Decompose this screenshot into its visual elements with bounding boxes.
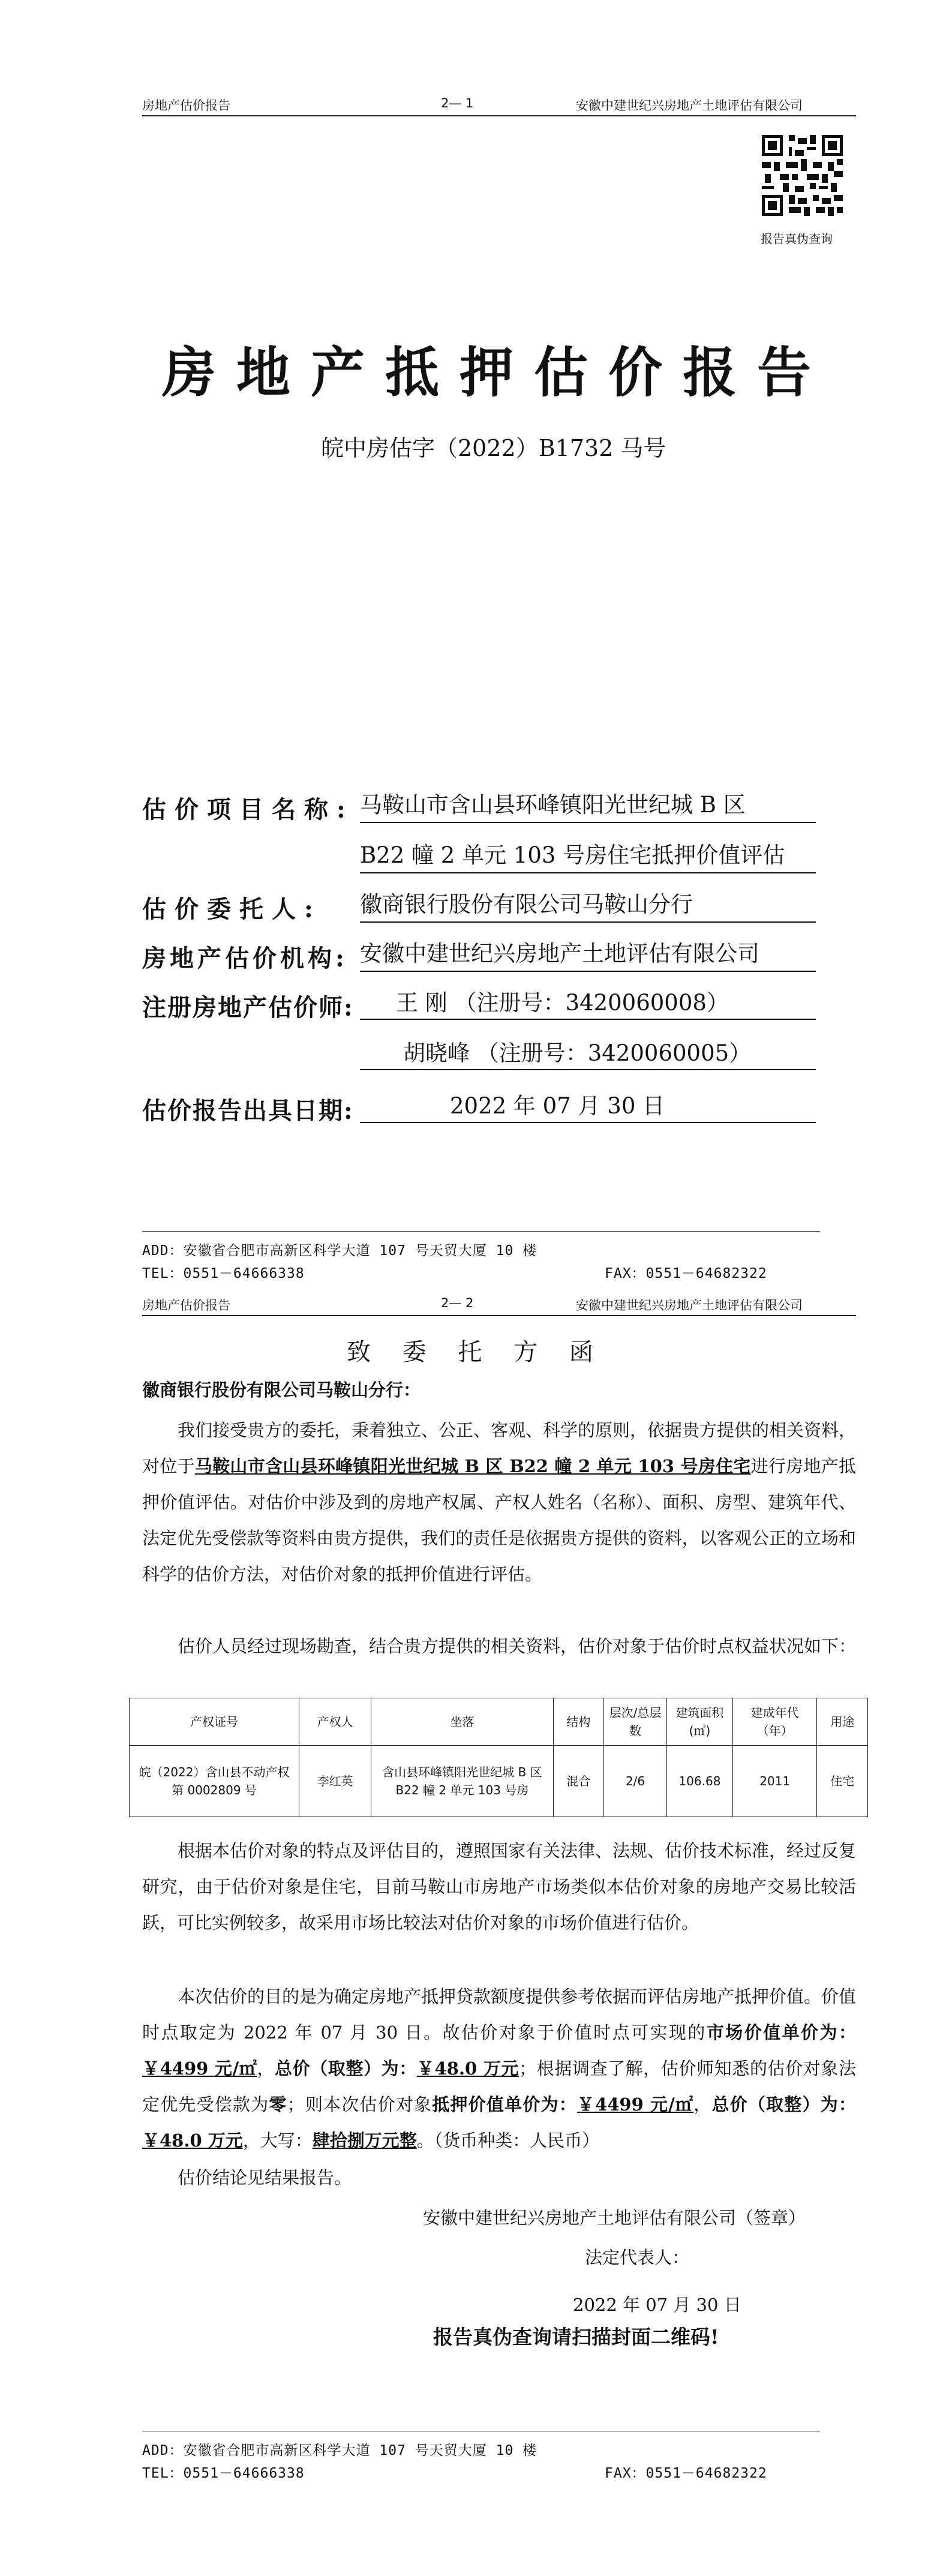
table-header-cell: 产权证号 bbox=[130, 1698, 299, 1746]
appraiser-1: 王 刚 （注册号：3420060008） bbox=[360, 987, 816, 1020]
market-total-price: ￥48.0 万元 bbox=[416, 2058, 519, 2079]
header-rule bbox=[142, 115, 856, 116]
table-header-cell: 用途 bbox=[817, 1698, 868, 1746]
page-header-left: 房地产估价报告 bbox=[142, 98, 230, 113]
table-header-cell: 建筑面积(㎡) bbox=[666, 1698, 732, 1746]
qr-verify-notice: 报告真伪查询请扫描封面二维码! bbox=[433, 2325, 719, 2349]
report-title: 房地产抵押估价报告 bbox=[162, 341, 831, 404]
amount-in-words: 肆拾捌万元整 bbox=[312, 2130, 417, 2151]
project-name-value-line2: B22 幢 2 单元 103 号房住宅抵押价值评估 bbox=[360, 840, 816, 873]
paragraph-5: 估价结论见结果报告。 bbox=[178, 2167, 352, 2188]
page-header-left: 房地产估价报告 bbox=[142, 1298, 230, 1313]
issue-date-label: 估价报告出具日期: bbox=[142, 1097, 354, 1125]
table-cell: 住宅 bbox=[817, 1746, 868, 1817]
qr-caption: 报告真伪查询 bbox=[761, 232, 833, 246]
footer-fax: FAX：0551－64682322 bbox=[605, 2466, 767, 2481]
footer-address: ADD：安徽省合肥市高新区科学大道 107 号天贸大厦 10 楼 bbox=[142, 1243, 537, 1259]
mortgage-unit-price: ￥4499 元/㎡ bbox=[576, 2094, 694, 2115]
footer-tel: TEL：0551－64666338 bbox=[142, 1266, 305, 1281]
table-cell: 2011 bbox=[732, 1746, 817, 1817]
signing-company: 安徽中建世纪兴房地产土地评估有限公司（签章） bbox=[423, 2208, 806, 2228]
document-number: 皖中房估字（2022）B1732 马号 bbox=[321, 435, 666, 461]
letter-title: 致 委 托 方 函 bbox=[347, 1338, 605, 1366]
table-cell: 106.68 bbox=[666, 1746, 732, 1817]
market-unit-price: ￥4499 元/㎡ bbox=[142, 2058, 257, 2079]
issue-date-value: 2022 年 07 月 30 日 bbox=[360, 1091, 816, 1123]
paragraph-4: 本次估价的目的是为确定房地产抵押贷款额度提供参考依据而评估房地产抵押价值。价值时点取定为 2022 年 07 月 30 日。故估价对象于价值时点可实现的市场价值单价为：￥4499 元/㎡，总价（取整）为：￥48.0 万元；根据调查了解，估价师知悉的估价对象法定优先受偿款为零；则本次估价对象抵押价值单价为：￥4499 元/㎡，总价（取整）为：￥48.0 万元，大写：肆拾捌万元整。（货币种类：人民币） bbox=[142, 1986, 857, 2151]
paragraph-3: 根据本估价对象的特点及评估目的，遵照国家有关法律、法规、估价技术标准，经过反复研究，由于估价对象是住宅，目前马鞍山市房地产市场类似本估价对象的房地产交易比较活跃，可比实例较多，故采用市场比较法对估价对象的市场价值进行估价。 bbox=[142, 1841, 857, 1933]
legal-representative: 法定代表人： bbox=[585, 2247, 690, 2268]
header-rule bbox=[142, 1315, 856, 1316]
table-cell: 李红英 bbox=[299, 1746, 371, 1817]
client-value: 徽商银行股份有限公司马鞍山分行 bbox=[360, 889, 816, 923]
footer-fax: FAX：0551－64682322 bbox=[605, 1266, 767, 1281]
footer-tel: TEL：0551－64666338 bbox=[142, 2466, 305, 2481]
signing-date: 2022 年 07 月 30 日 bbox=[573, 2295, 741, 2315]
qr-code-icon[interactable] bbox=[762, 135, 843, 216]
table-header-cell: 产权人 bbox=[299, 1698, 371, 1746]
table-header-row bbox=[130, 1698, 868, 1746]
table-cell: 皖（2022）含山县不动产权第 0002809 号 bbox=[130, 1746, 299, 1817]
mortgage-total-price: ￥48.0 万元 bbox=[142, 2130, 243, 2151]
table-cell: 混合 bbox=[553, 1746, 604, 1817]
property-table bbox=[129, 1698, 868, 1817]
footer-rule bbox=[142, 1231, 820, 1232]
table-header-cell: 坐落 bbox=[371, 1698, 553, 1746]
appraiser-2: 胡晓峰 （注册号：3420060005） bbox=[360, 1038, 816, 1070]
property-address: 马鞍山市含山县环峰镇阳光世纪城 B 区 B22 幢 2 单元 103 号房住宅 bbox=[194, 1456, 751, 1476]
agency-label: 房地产估价机构: bbox=[142, 944, 348, 972]
table-row bbox=[130, 1746, 868, 1817]
table-header-cell: 结构 bbox=[553, 1698, 604, 1746]
client-label: 估价委托人: bbox=[142, 895, 322, 923]
project-name-label: 估价项目名称: bbox=[142, 795, 354, 824]
table-header-cell: 层次/总层数 bbox=[604, 1698, 667, 1746]
project-name-value-line1: 马鞍山市含山县环峰镇阳光世纪城 B 区 bbox=[360, 789, 816, 823]
salutation: 徽商银行股份有限公司马鞍山分行： bbox=[142, 1380, 421, 1400]
page-number: 2— 2 bbox=[441, 1296, 474, 1310]
table-cell: 2/6 bbox=[604, 1746, 667, 1817]
paragraph-1: 我们接受贵方的委托，秉着独立、公正、客观、科学的原则，依据贵方提供的相关资料，对位于马鞍山市含山县环峰镇阳光世纪城 B 区 B22 幢 2 单元 103 号房住宅进行房地产抵押价值评估。对估价中涉及到的房地产权属、产权人姓名（名称）、面积、房型、建筑年代、法定优先受偿款等资料由贵方提供，我们的责任是依据贵方提供的资料，以客观公正的立场和科学的估价方法，对估价对象的抵押价值进行评估。 bbox=[142, 1420, 857, 1584]
appraiser-label: 注册房地产估价师: bbox=[142, 993, 354, 1022]
paragraph-2: 估价人员经过现场勘查，结合贵方提供的相关资料，估价对象于估价时点权益状况如下： bbox=[178, 1636, 857, 1656]
page-number: 2— 1 bbox=[441, 96, 474, 110]
page-header-right: 安徽中建世纪兴房地产土地评估有限公司 bbox=[576, 1298, 803, 1313]
table-cell: 含山县环峰镇阳光世纪城 B 区 B22 幢 2 单元 103 号房 bbox=[371, 1746, 553, 1817]
page-header-right: 安徽中建世纪兴房地产土地评估有限公司 bbox=[576, 98, 803, 113]
footer-address: ADD：安徽省合肥市高新区科学大道 107 号天贸大厦 10 楼 bbox=[142, 2443, 537, 2458]
table-header-cell: 建成年代（年） bbox=[732, 1698, 817, 1746]
agency-value: 安徽中建世纪兴房地产土地评估有限公司 bbox=[360, 938, 816, 972]
